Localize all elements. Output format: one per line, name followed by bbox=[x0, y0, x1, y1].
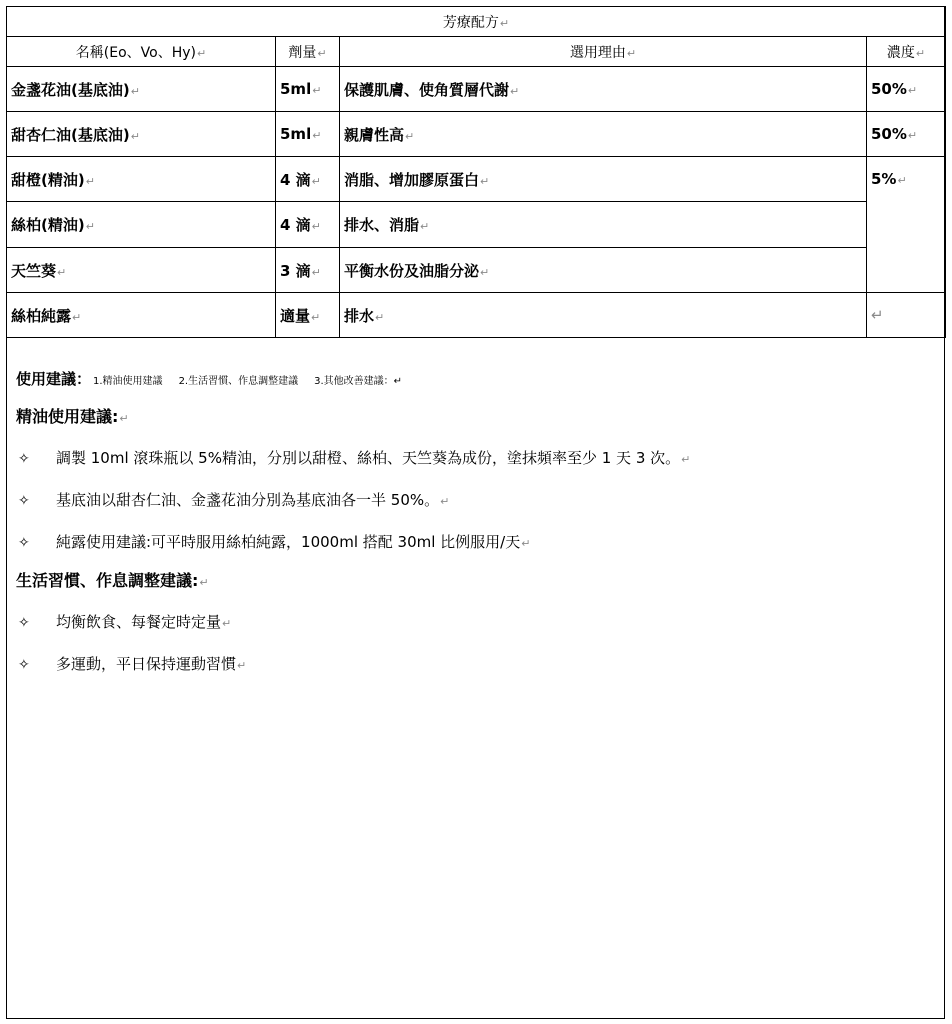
cell-concentration: 50%↵ bbox=[867, 112, 946, 157]
usage-item: 3.其他改善建議：↵ bbox=[314, 376, 403, 387]
essential-oil-heading: 精油使用建議:↵ bbox=[16, 407, 129, 426]
cell-concentration: ↵ bbox=[867, 293, 946, 338]
cell-name: 金盞花油(基底油)↵ bbox=[7, 67, 276, 112]
header-name: 名稱(Eo、Vo、Hy)↵ bbox=[7, 37, 276, 67]
notes-section bbox=[16, 366, 936, 678]
cell-dose: 3 滴↵ bbox=[276, 248, 340, 293]
cell-dose: 5ml↵ bbox=[276, 67, 340, 112]
table-row bbox=[7, 248, 946, 293]
table-header-row bbox=[7, 37, 946, 67]
table-row bbox=[7, 202, 946, 248]
aromatherapy-recipe-table bbox=[6, 6, 946, 338]
list-item: ✧ 調製 10ml 滾珠瓶以 5%精油，分別以甜橙、絲柏、天竺葵為成份，塗抹頻率至少 1 天 3 次。↵ bbox=[16, 444, 936, 472]
cell-concentration-merged: 5%↵ bbox=[867, 157, 946, 293]
cell-name: 絲柏純露↵ bbox=[7, 293, 276, 338]
usage-item: 2.生活習慣、作息調整建議 bbox=[178, 376, 299, 387]
diamond-bullet-icon: ✧ bbox=[18, 493, 30, 509]
table-row bbox=[7, 112, 946, 157]
cell-name: 甜橙(精油)↵ bbox=[7, 157, 276, 202]
cell-dose: 適量↵ bbox=[276, 293, 340, 338]
table-title-row bbox=[7, 7, 946, 37]
header-concentration: 濃度↵ bbox=[867, 37, 946, 67]
cell-name: 絲柏(精油)↵ bbox=[7, 202, 276, 248]
cell-dose: 5ml↵ bbox=[276, 112, 340, 157]
diamond-bullet-icon: ✧ bbox=[18, 615, 30, 631]
cell-reason: 保護肌膚、使角質層代謝↵ bbox=[340, 67, 867, 112]
cell-reason: 親膚性高↵ bbox=[340, 112, 867, 157]
diamond-bullet-icon: ✧ bbox=[18, 451, 30, 467]
table-title: 芳療配方↵ bbox=[7, 7, 946, 37]
cell-name: 甜杏仁油(基底油)↵ bbox=[7, 112, 276, 157]
usage-label: 使用建議： bbox=[16, 370, 92, 388]
cell-dose: 4 滴↵ bbox=[276, 157, 340, 202]
cell-name: 天竺葵↵ bbox=[7, 248, 276, 293]
cell-reason: 消脂、增加膠原蛋白↵ bbox=[340, 157, 867, 202]
header-dose: 劑量↵ bbox=[276, 37, 340, 67]
table-row bbox=[7, 157, 946, 202]
diamond-bullet-icon: ✧ bbox=[18, 657, 30, 673]
cell-dose: 4 滴↵ bbox=[276, 202, 340, 248]
list-item: ✧ 多運動，平日保持運動習慣↵ bbox=[16, 650, 936, 678]
usage-item: 1.精油使用建議 bbox=[93, 376, 163, 387]
cell-reason: 排水、消脂↵ bbox=[340, 202, 867, 248]
list-item: ✧ 基底油以甜杏仁油、金盞花油分別為基底油各一半 50%。↵ bbox=[16, 486, 936, 514]
cell-concentration: 50%↵ bbox=[867, 67, 946, 112]
table-row bbox=[7, 67, 946, 112]
diamond-bullet-icon: ✧ bbox=[18, 535, 30, 551]
usage-suggestions-line bbox=[16, 366, 936, 392]
header-reason: 選用理由↵ bbox=[340, 37, 867, 67]
cell-reason: 平衡水份及油脂分泌↵ bbox=[340, 248, 867, 293]
list-item: ✧ 均衡飲食、每餐定時定量↵ bbox=[16, 608, 936, 636]
lifestyle-heading: 生活習慣、作息調整建議:↵ bbox=[16, 571, 209, 590]
cell-reason: 排水↵ bbox=[340, 293, 867, 338]
list-item: ✧ 純露使用建議:可平時服用絲柏純露，1000ml 搭配 30ml 比例服用/天↵ bbox=[16, 528, 936, 556]
table-row bbox=[7, 293, 946, 338]
